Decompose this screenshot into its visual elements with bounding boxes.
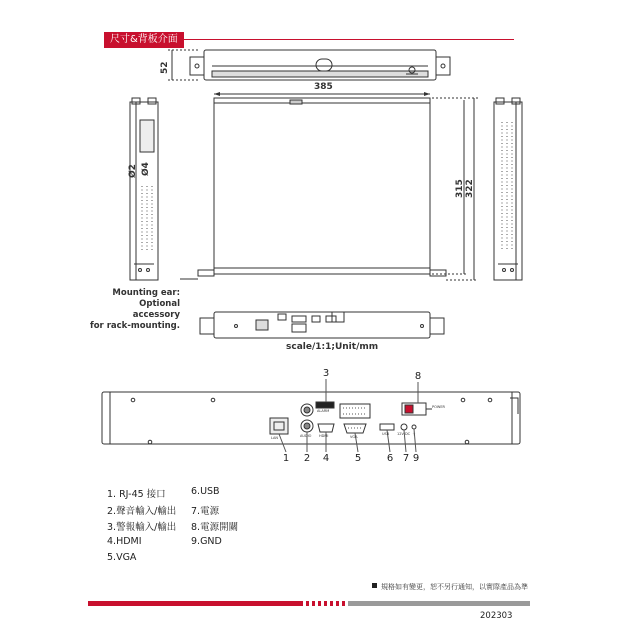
disclaimer [372,582,528,592]
callout-2: 2 [303,453,311,464]
left-side-view [130,98,158,280]
callout-9: 9 [412,453,420,464]
mounting-ear-note [90,288,180,332]
callout-leaders [279,379,418,452]
usb-port-label: USB [382,432,390,436]
page-title: 尺寸&背板介面 [110,34,178,45]
footer-dotted-bar [300,601,348,606]
mounting-ear-line-1: Mounting ear: [112,288,180,298]
footer-red-bar [88,601,300,606]
bullet-square-icon [372,583,377,588]
alarm-port-label: ALARM [317,409,330,413]
lan-port-label: LAN [271,436,279,440]
legend-item-9: 9.GND [191,536,222,547]
callout-3: 3 [322,368,330,379]
legend-item-8: 8.電源開關 [191,522,239,533]
mounting-ear-line-2: Optional accessory [132,299,180,320]
legend-item-5: 5.VGA [107,552,137,563]
document-code: 202303 [480,611,513,621]
callout-7: 7 [402,453,410,464]
legend-item-6: 6.USB [191,486,220,497]
mounting-ear-line-3: for rack-mounting. [90,321,180,331]
front-view [168,50,450,80]
legend-item-3: 3.警報輸入/輸出 [107,522,177,533]
height-dimension-label: 52 [160,61,170,74]
callout-6: 6 [386,453,394,464]
hole-a-label: Ø2 [128,164,138,178]
legend-item-2: 2.聲音輸入/輸出 [107,506,177,517]
callout-4: 4 [322,453,330,464]
vent-holes [142,186,152,250]
legend-item-4: 4.HDMI [107,536,142,547]
hole-b-label: Ø4 [141,162,151,176]
rear-view-small [200,312,444,338]
scale-note: scale/1:1;Unit/mm [286,342,379,352]
callout-5: 5 [354,453,362,464]
legend-item-1: 1. RJ-45 接口 [107,489,166,500]
audio-port-label: AUDIO [300,434,312,438]
vent-holes [502,122,512,250]
width-dimension-label: 385 [314,82,333,92]
footer-grey-bar [348,601,530,606]
disclaimer-text: 規格如有變更，恕不另行通知，以實際產品為準 [381,583,528,591]
depth-body-dimension-label: 315 [455,179,465,198]
dc-power-label: 12V DC [397,432,411,436]
right-side-view [494,98,522,280]
legend-item-7: 7.電源 [191,506,220,517]
hdmi-port-label: HDMI [319,434,329,438]
vga-port-label: VGA [350,435,358,439]
callout-1: 1 [282,453,290,464]
top-view [180,98,478,280]
callout-8: 8 [414,371,422,382]
power-switch-label: POWER [432,405,445,409]
depth-total-dimension-label: 322 [465,179,475,198]
gnd-icon: ⏚ [412,431,416,436]
